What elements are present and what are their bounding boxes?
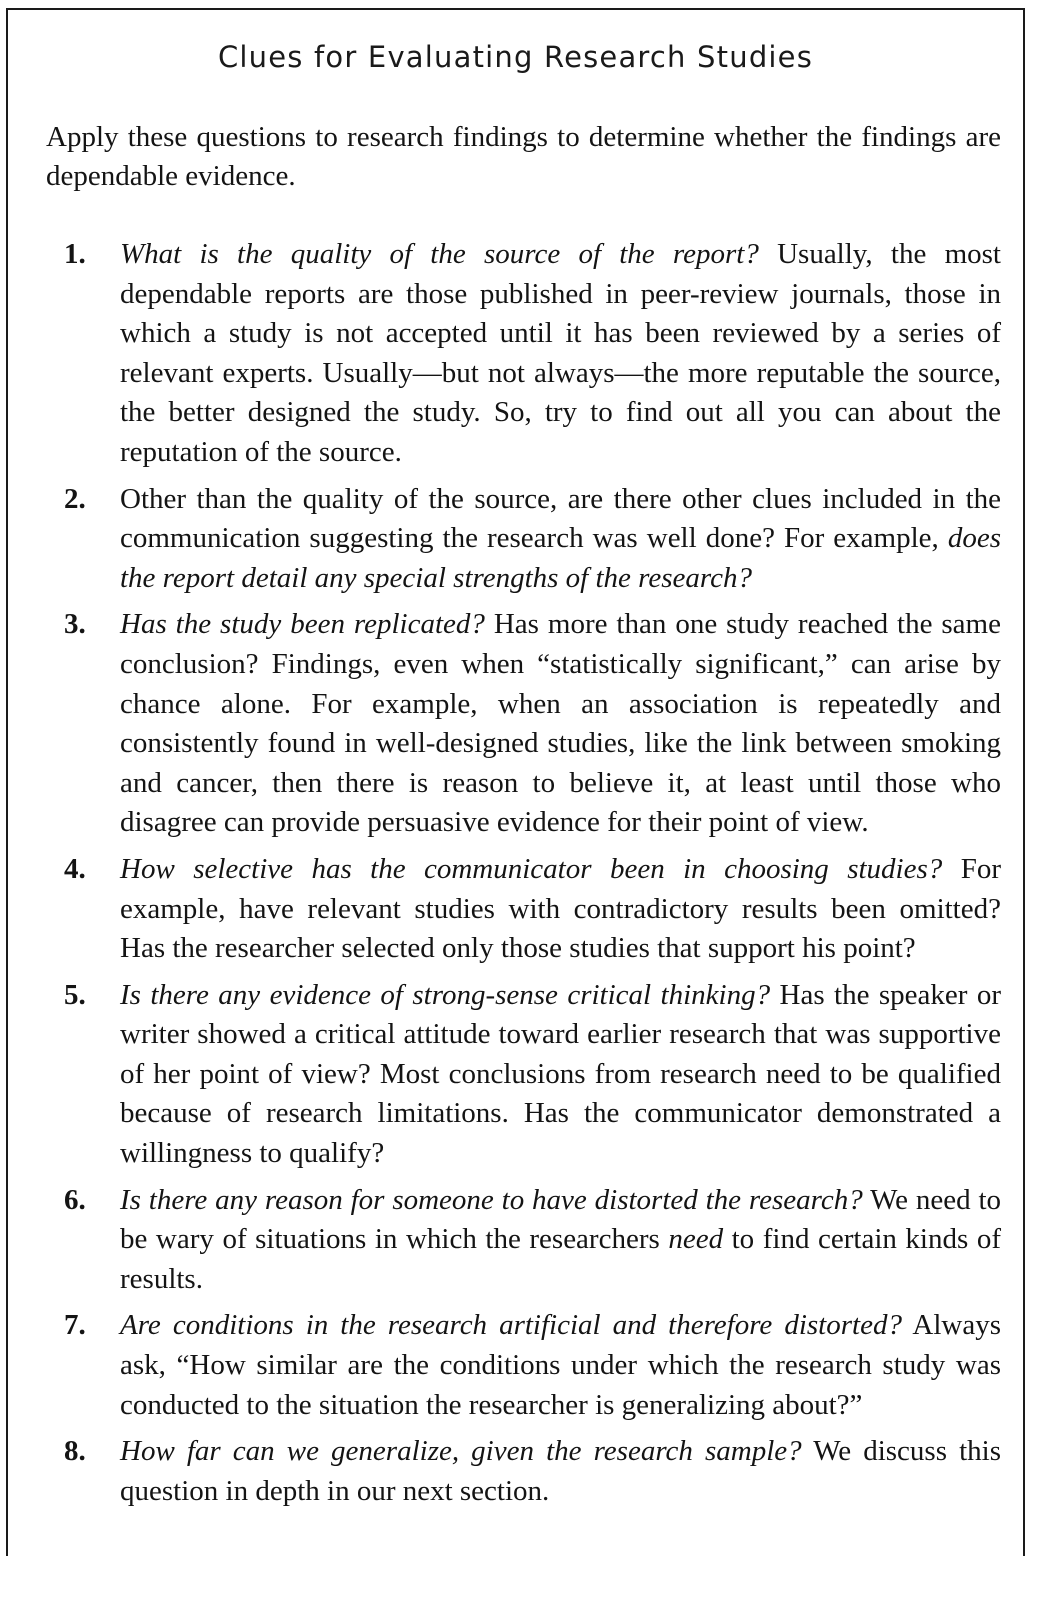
- item-question: Has the study been replicated?: [120, 608, 485, 641]
- item-number: 7.: [64, 1309, 86, 1342]
- item-number: 4.: [64, 852, 86, 885]
- item-question: Are conditions in the research artificial and therefore distorted?: [120, 1309, 902, 1342]
- item-number: 8.: [64, 1435, 86, 1468]
- item-text: Always ask, “How similar are the conditions under which the research study was conducted to the situation the researcher is generalizing about?”: [120, 1309, 1002, 1421]
- box-title: Clues for Evaluating Research Studies: [217, 40, 814, 74]
- item-number: 2.: [64, 482, 86, 515]
- list-item: [28, 480, 1001, 599]
- list-item: [28, 235, 1001, 473]
- item-emphasis: need: [668, 1223, 724, 1256]
- list-item: [28, 850, 1001, 969]
- item-number: 1.: [64, 238, 86, 270]
- item-text: For example, have relevant studies with contradictory results been omitted? Has the researcher selected only those studies that support his point?: [120, 852, 1001, 965]
- item-question: Is there any reason for someone to have distorted the research?: [120, 1183, 863, 1216]
- item-text: We need to be wary of situations in which the researchers: [120, 1183, 1001, 1256]
- item-question: How far can we generalize, given the research sample?: [120, 1435, 802, 1468]
- list-item: [28, 1306, 1001, 1425]
- item-text: Other than the quality of the source, are there other clues included in the communication suggesting the research was well done? For example,: [120, 482, 1001, 555]
- item-question: Is there any evidence of strong-sense critical thinking?: [120, 978, 771, 1011]
- item-number: 5.: [64, 978, 86, 1011]
- item-question: does the report detail any special strengths of the research?: [120, 522, 1001, 594]
- item-number: 3.: [64, 608, 86, 641]
- item-text: Usually, the most dependable reports are those published in peer-review journals, those in which a study is not accepted until it has been reviewed by a series of relevant experts. Usually—but not always—the more reputable the source, the better designed the study. So, try to find out all you can about the reputation of the source.: [120, 238, 1001, 468]
- intro-paragraph: Apply these questions to research findings to determine whether the findings are dependable evidence.: [46, 121, 1001, 192]
- item-text: We discuss this question in depth in our next section.: [120, 1435, 1001, 1507]
- clues-box: [6, 8, 1025, 1556]
- list-item: [28, 976, 1001, 1174]
- item-text: Has the speaker or writer showed a critical attitude toward earlier research that was supportive of her point of view? Most conclusions from research need to be qualified because of research limitations. Has the communicator demonstrated a willingness to qualify?: [120, 978, 1002, 1170]
- list-item: [28, 1432, 1001, 1511]
- item-text: Has more than one study reached the same conclusion? Findings, even when “statistically significant,” can arise by chance alone. For example, when an association is repeatedly and consistently found in well-designed studies, like the link between smoking and cancer, then there is reason to believe it, at least until those who disagree can provide persuasive evidence for their point of view.: [120, 608, 1001, 839]
- clues-list: [28, 235, 1001, 1518]
- item-number: 6.: [64, 1183, 86, 1216]
- list-item: [28, 605, 1001, 843]
- item-question: How selective has the communicator been in choosing studies?: [120, 852, 943, 885]
- item-text: to find certain kinds of results.: [120, 1223, 1001, 1295]
- list-item: [28, 1181, 1001, 1300]
- item-question: What is the quality of the source of the report?: [120, 238, 759, 270]
